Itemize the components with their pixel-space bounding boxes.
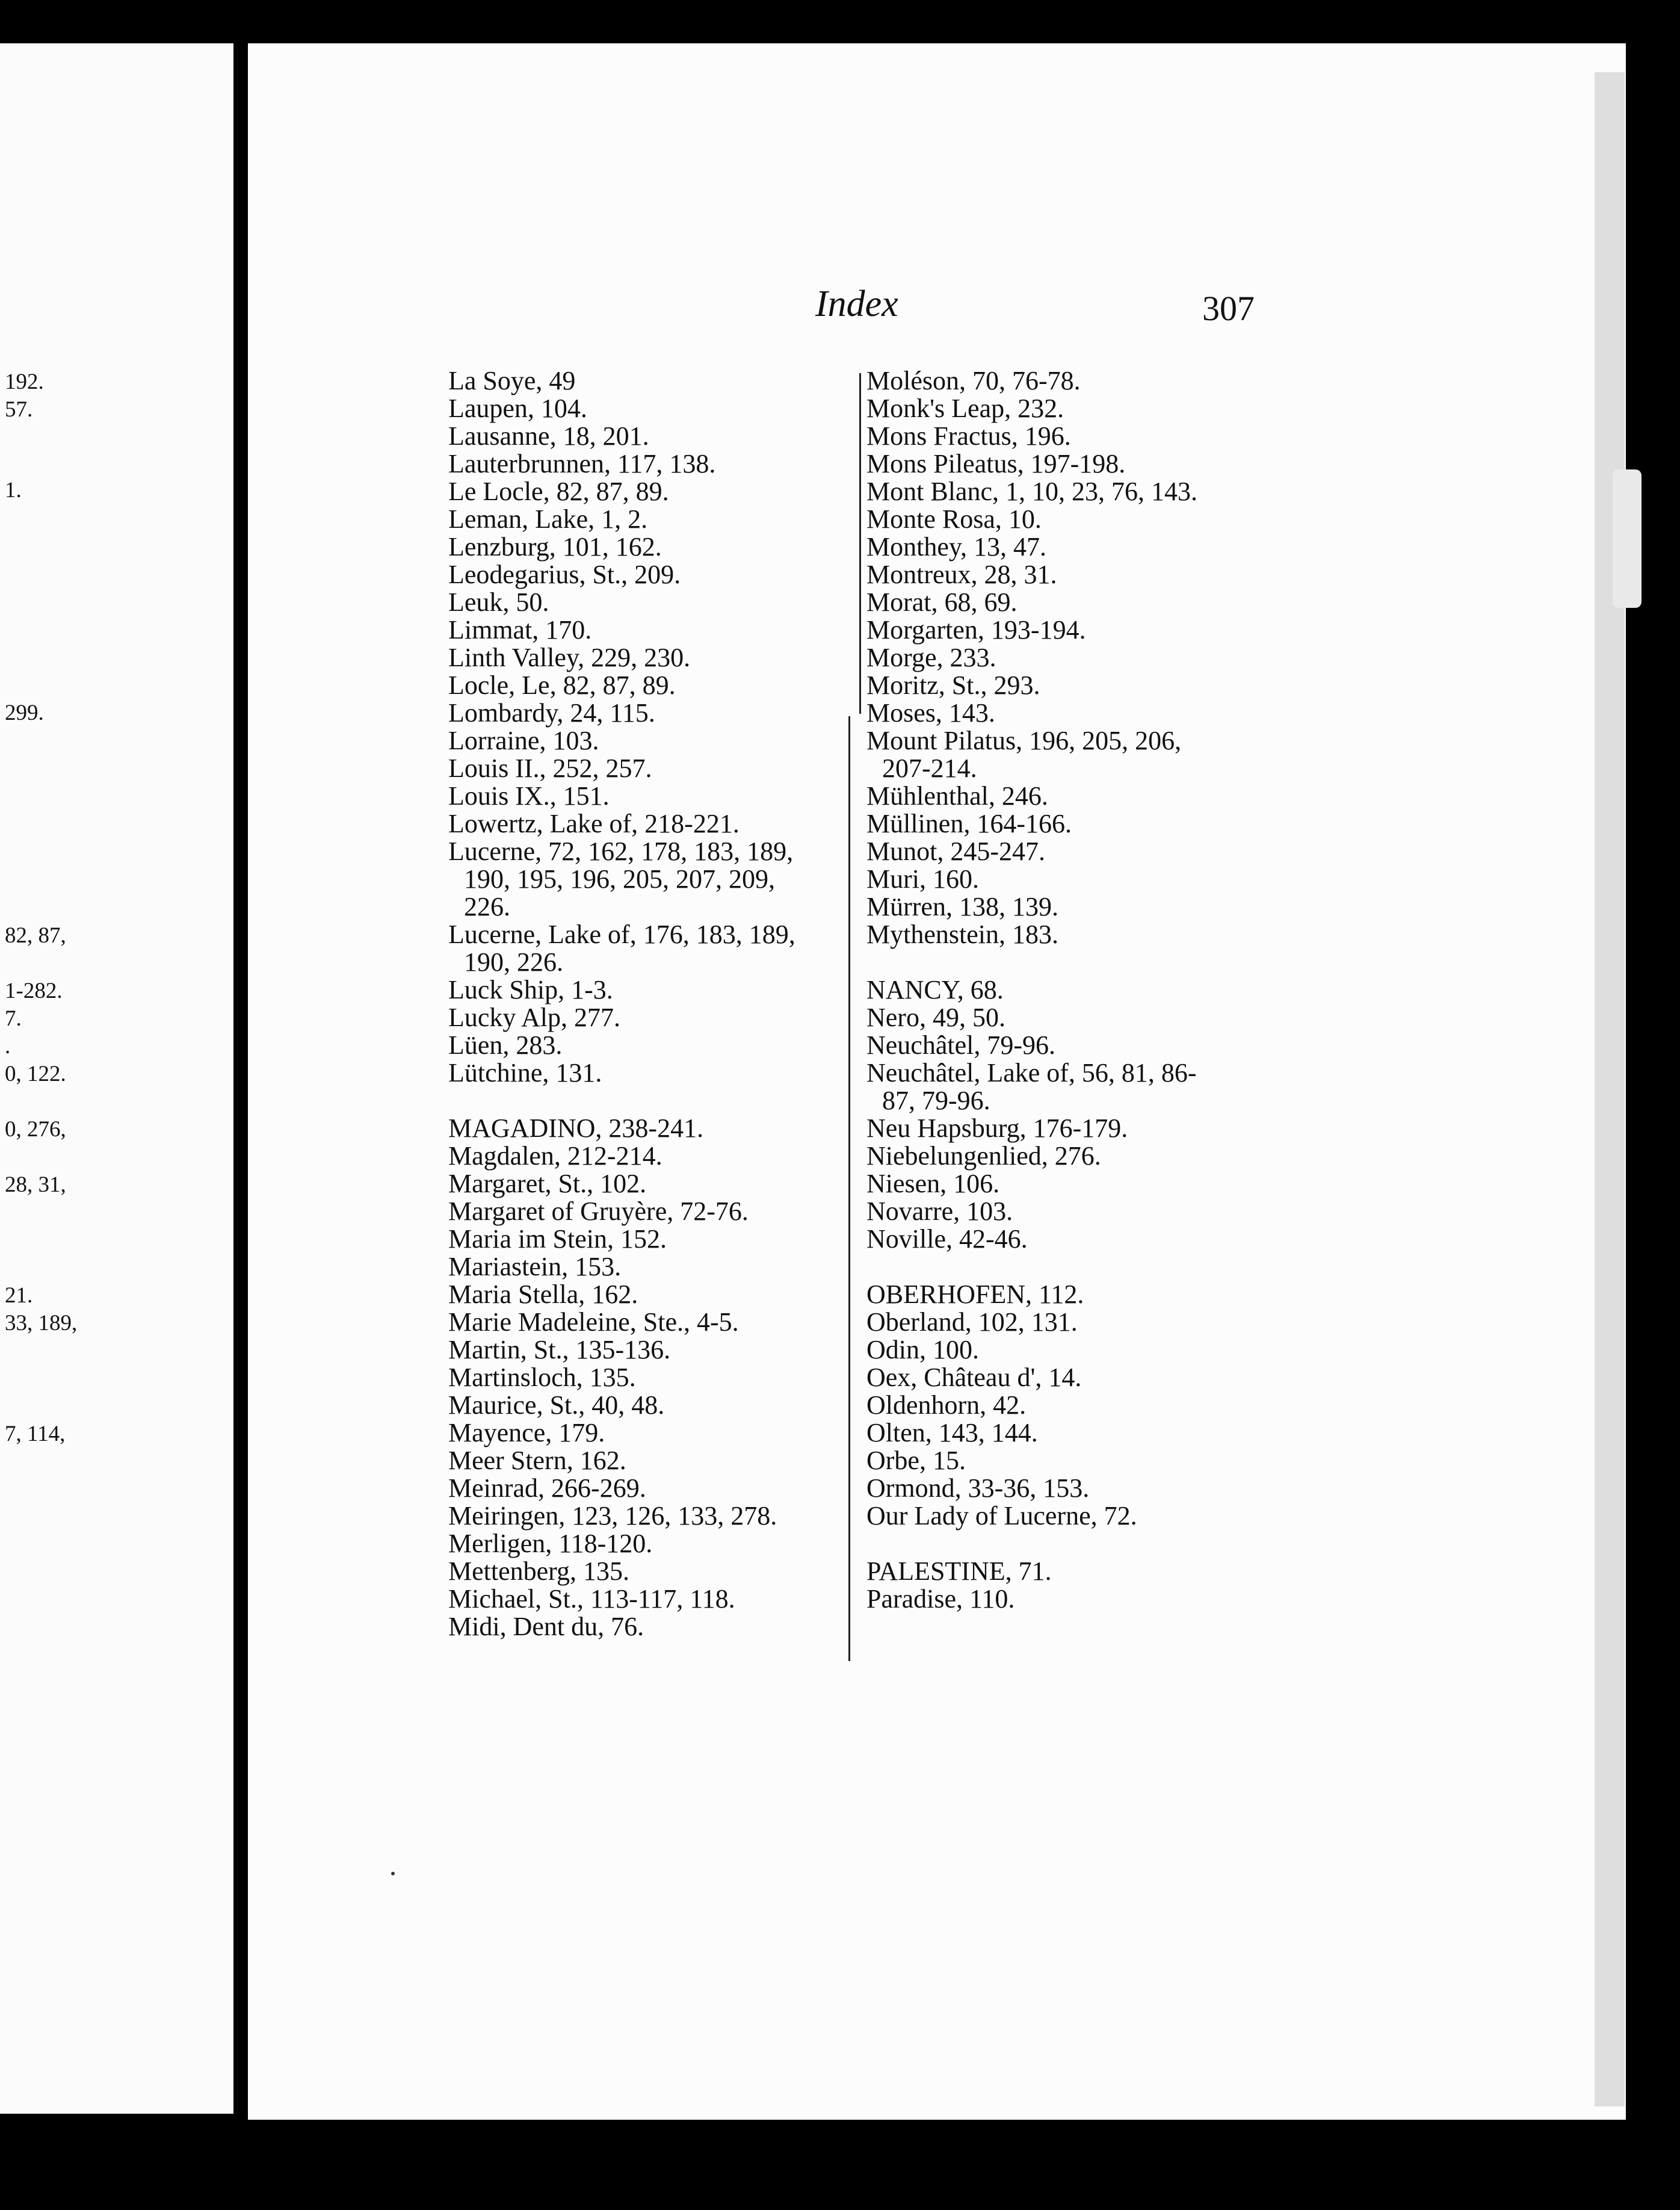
facing-page-left <box>0 43 233 2114</box>
column-rule-upper <box>859 373 861 714</box>
index-entry: Muri, 160. <box>866 864 979 894</box>
index-column-left <box>448 367 845 1641</box>
left-page-fragment: . <box>5 1034 11 1059</box>
torn-page-edge <box>1613 469 1641 608</box>
index-entry: Monk's Leap, 232. <box>866 394 1064 423</box>
left-page-fragment: 299. <box>5 701 44 725</box>
left-page-fragment: 1-282. <box>5 979 63 1003</box>
index-entry: Neuchâtel, 79-96. <box>866 1030 1055 1060</box>
left-page-fragment: 192. <box>5 370 44 394</box>
left-page-fragment: 21. <box>5 1283 33 1308</box>
index-entry: Lüen, 283. <box>448 1030 563 1060</box>
index-entry: OBERHOFEN, 112. <box>866 1280 1084 1309</box>
index-entry: Locle, Le, 82, 87, 89. <box>448 670 676 700</box>
index-entry: Martin, St., 135-136. <box>448 1335 671 1364</box>
left-page-fragment: 28, 31, <box>5 1172 66 1197</box>
index-entry: Louis IX., 151. <box>448 781 610 811</box>
left-page-fragment: 0, 276, <box>5 1117 66 1142</box>
paper-speck <box>391 1872 395 1875</box>
index-entry: Neu Hapsburg, 176-179. <box>866 1113 1128 1143</box>
index-entry: Müllinen, 164-166. <box>866 809 1072 838</box>
index-entry: Niebelungenlied, 276. <box>866 1141 1101 1171</box>
index-entry: Leuk, 50. <box>448 587 549 617</box>
index-entry: Morgarten, 193-194. <box>866 615 1086 645</box>
index-entry: Maurice, St., 40, 48. <box>448 1390 665 1420</box>
left-page-fragment: 33, 189, <box>5 1311 78 1336</box>
index-entry: Limmat, 170. <box>448 615 592 645</box>
index-entry: Olten, 143, 144. <box>866 1418 1038 1447</box>
index-entry: Nero, 49, 50. <box>866 1003 1005 1032</box>
running-head: Index <box>815 283 898 324</box>
page-number: 307 <box>1202 289 1255 328</box>
page-edge-shadow <box>1595 72 1625 2106</box>
index-entry: Leman, Lake, 1, 2. <box>448 504 648 534</box>
index-entry: Mariastein, 153. <box>448 1252 622 1281</box>
index-entry: Michael, St., 113-117, 118. <box>448 1584 735 1614</box>
index-entry: Marie Madeleine, Ste., 4-5. <box>448 1307 739 1337</box>
index-entry: Mühlenthal, 246. <box>866 781 1048 811</box>
index-entry: Maria im Stein, 152. <box>448 1224 667 1254</box>
index-entry: Paradise, 110. <box>866 1584 1015 1614</box>
index-entry: Margaret of Gruyère, 72-76. <box>448 1196 749 1226</box>
index-entry: Lucerne, Lake of, 176, 183, 189, <box>448 920 795 949</box>
index-entry: Odin, 100. <box>866 1335 979 1364</box>
index-entry: Mons Fractus, 196. <box>866 421 1071 451</box>
index-entry: Meinrad, 266-269. <box>448 1473 646 1503</box>
index-entry: Monthey, 13, 47. <box>866 532 1047 562</box>
index-column-right <box>866 367 1288 1613</box>
index-entry: Mayence, 179. <box>448 1418 605 1447</box>
index-entry-continuation: 190, 226. <box>464 947 563 977</box>
column-rule-lower <box>848 716 850 1661</box>
left-page-fragment: 0, 122. <box>5 1062 66 1086</box>
index-entry: Linth Valley, 229, 230. <box>448 643 691 672</box>
index-entry: Moléson, 70, 76-78. <box>866 366 1081 395</box>
index-entry: Lucky Alp, 277. <box>448 1003 620 1032</box>
index-entry: Moritz, St., 293. <box>866 670 1040 700</box>
index-entry: Laupen, 104. <box>448 394 587 423</box>
index-entry: Neuchâtel, Lake of, 56, 81, 86- <box>866 1058 1197 1088</box>
index-entry: Margaret, St., 102. <box>448 1169 647 1198</box>
index-entry: Lenzburg, 101, 162. <box>448 532 662 562</box>
index-entry: Oex, Château d', 14. <box>866 1363 1082 1392</box>
index-entry: Magdalen, 212-214. <box>448 1141 662 1171</box>
index-entry: Munot, 245-247. <box>866 837 1045 866</box>
index-entry: Moses, 143. <box>866 698 995 728</box>
index-entry: Merligen, 118-120. <box>448 1529 653 1558</box>
index-entry: Morge, 233. <box>866 643 996 672</box>
index-entry: La Soye, 49 <box>448 366 576 395</box>
index-entry: Lucerne, 72, 162, 178, 183, 189, <box>448 837 794 866</box>
index-entry: Lauterbrunnen, 117, 138. <box>448 449 716 478</box>
index-entry: Louis II., 252, 257. <box>448 754 652 783</box>
index-entry-continuation: 226. <box>464 892 510 921</box>
index-entry: Meer Stern, 162. <box>448 1446 626 1475</box>
index-entry: Monte Rosa, 10. <box>866 504 1042 534</box>
index-entry: Lütchine, 131. <box>448 1058 602 1088</box>
index-entry: Montreux, 28, 31. <box>866 560 1057 589</box>
index-entry: Niesen, 106. <box>866 1169 1000 1198</box>
index-entry: Lombardy, 24, 115. <box>448 698 655 728</box>
left-page-fragment: 57. <box>5 397 33 422</box>
index-entry: Lausanne, 18, 201. <box>448 421 649 451</box>
index-entry: Lorraine, 103. <box>448 726 599 755</box>
index-entry: PALESTINE, 71. <box>866 1556 1052 1586</box>
index-entry: Novarre, 103. <box>866 1196 1013 1226</box>
index-entry: Luck Ship, 1-3. <box>448 975 613 1004</box>
index-entry: Mount Pilatus, 196, 205, 206, <box>866 726 1182 755</box>
index-entry-continuation: 190, 195, 196, 205, 207, 209, <box>464 864 775 894</box>
left-page-fragment: 82, 87, <box>5 923 66 948</box>
index-entry: Morat, 68, 69. <box>866 587 1018 617</box>
index-entry: Leodegarius, St., 209. <box>448 560 681 589</box>
index-entry: Meiringen, 123, 126, 133, 278. <box>448 1501 777 1531</box>
index-entry: NANCY, 68. <box>866 975 1004 1004</box>
index-entry: MAGADINO, 238-241. <box>448 1113 704 1143</box>
index-entry: Ormond, 33-36, 153. <box>866 1473 1090 1503</box>
index-entry: Mettenberg, 135. <box>448 1556 630 1586</box>
index-entry-continuation: 207-214. <box>882 754 977 783</box>
index-entry: Mont Blanc, 1, 10, 23, 76, 143. <box>866 477 1197 506</box>
index-entry: Mythenstein, 183. <box>866 920 1058 949</box>
index-entry: Martinsloch, 135. <box>448 1363 636 1392</box>
index-entry: Lowertz, Lake of, 218-221. <box>448 809 740 838</box>
index-entry: Oberland, 102, 131. <box>866 1307 1078 1337</box>
index-entry: Orbe, 15. <box>866 1446 966 1475</box>
index-entry: Mürren, 138, 139. <box>866 892 1058 921</box>
index-entry-continuation: 87, 79-96. <box>882 1086 990 1115</box>
index-entry: Le Locle, 82, 87, 89. <box>448 477 669 506</box>
left-page-fragment: 7. <box>5 1006 22 1031</box>
index-entry: Mons Pileatus, 197-198. <box>866 449 1126 478</box>
left-page-fragment: 1. <box>5 478 22 503</box>
index-entry: Noville, 42-46. <box>866 1224 1028 1254</box>
index-entry: Maria Stella, 162. <box>448 1280 638 1309</box>
index-entry: Midi, Dent du, 76. <box>448 1612 644 1641</box>
index-entry: Oldenhorn, 42. <box>866 1390 1027 1420</box>
index-entry: Our Lady of Lucerne, 72. <box>866 1501 1137 1531</box>
left-page-fragment: 7, 114, <box>5 1422 66 1446</box>
